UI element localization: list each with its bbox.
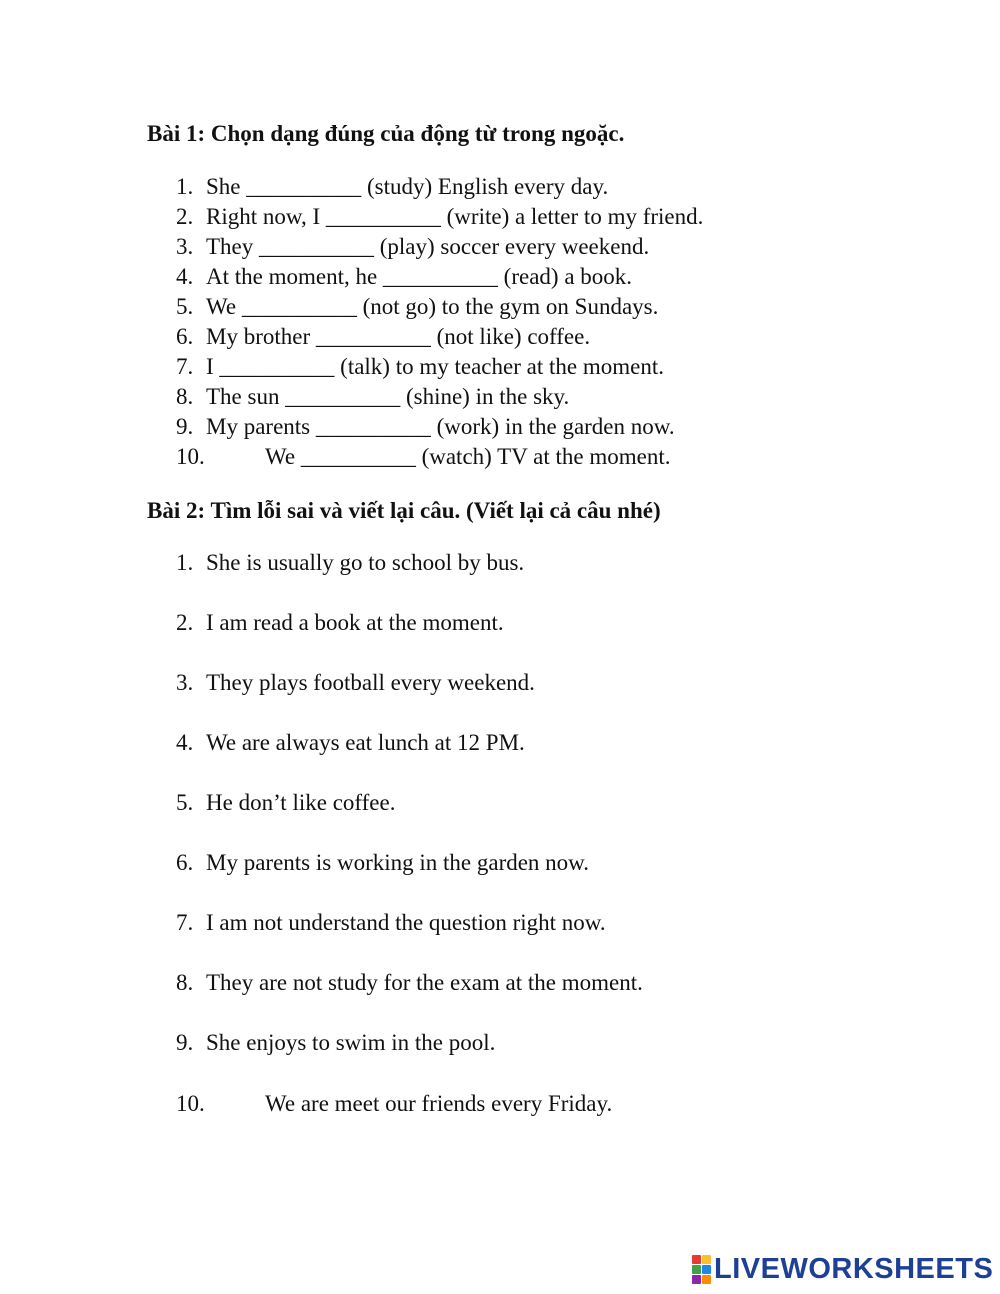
item-number: 1.: [176, 550, 194, 575]
item-number: 9.: [176, 1030, 194, 1055]
logo-block: [702, 1275, 711, 1284]
item-number: 10.: [176, 1091, 205, 1116]
item-text: She enjoys to swim in the pool.: [206, 1030, 496, 1055]
item-text: I am not understand the question right now.: [206, 910, 606, 935]
logo-text: LIVEWORKSHEETS: [714, 1253, 994, 1285]
item-text: The sun __________ (shine) in the sky.: [206, 384, 570, 409]
item-text: I __________ (talk) to my teacher at the moment.: [206, 354, 664, 379]
item-number: 6.: [176, 324, 194, 349]
item-text: At the moment, he __________ (read) a book.: [206, 264, 633, 289]
item-number: 6.: [176, 850, 194, 875]
item-number: 3.: [176, 670, 194, 695]
item-text: They __________ (play) soccer every weekend.: [206, 234, 650, 259]
item-number: 8.: [176, 970, 194, 995]
item-text: My brother __________ (not like) coffee.: [206, 324, 591, 349]
item-number: 8.: [176, 384, 194, 409]
item-number: 7.: [176, 354, 194, 379]
liveworksheets-logo: [692, 1252, 993, 1286]
item-text: We __________ (not go) to the gym on Sundays.: [206, 294, 659, 319]
item-number: 10.: [176, 444, 205, 469]
item-text: They plays football every weekend.: [206, 670, 535, 695]
item-number: 4.: [176, 264, 194, 289]
item-text: We __________ (watch) TV at the moment.: [265, 444, 671, 469]
item-number: 5.: [176, 294, 194, 319]
exercise-2-title: Bài 2: Tìm lỗi sai và viết lại câu. (Viết lại cả câu nhé): [147, 498, 661, 523]
item-number: 1.: [176, 174, 194, 199]
item-number: 2.: [176, 610, 194, 635]
item-text: Right now, I __________ (write) a letter to my friend.: [206, 204, 704, 229]
item-text: We are meet our friends every Friday.: [265, 1091, 613, 1116]
item-number: 4.: [176, 730, 194, 755]
logo-block: [692, 1275, 701, 1284]
liveworksheets-logo-icon: [692, 1255, 710, 1283]
item-text: My parents __________ (work) in the garden now.: [206, 414, 675, 439]
item-text: She is usually go to school by bus.: [206, 550, 525, 575]
item-text: We are always eat lunch at 12 PM.: [206, 730, 525, 755]
logo-block: [692, 1255, 701, 1264]
logo-block: [702, 1255, 711, 1264]
item-number: 2.: [176, 204, 194, 229]
item-number: 7.: [176, 910, 194, 935]
item-number: 3.: [176, 234, 194, 259]
item-number: 9.: [176, 414, 194, 439]
item-text: They are not study for the exam at the moment.: [206, 970, 643, 995]
item-number: 5.: [176, 790, 194, 815]
item-text: I am read a book at the moment.: [206, 610, 504, 635]
logo-block: [692, 1265, 701, 1274]
item-text: She __________ (study) English every day.: [206, 174, 609, 199]
logo-block: [702, 1265, 711, 1274]
item-text: My parents is working in the garden now.: [206, 850, 590, 875]
item-text: He don’t like coffee.: [206, 790, 396, 815]
exercise-1-title: Bài 1: Chọn dạng đúng của động từ trong ngoặc.: [147, 121, 625, 146]
